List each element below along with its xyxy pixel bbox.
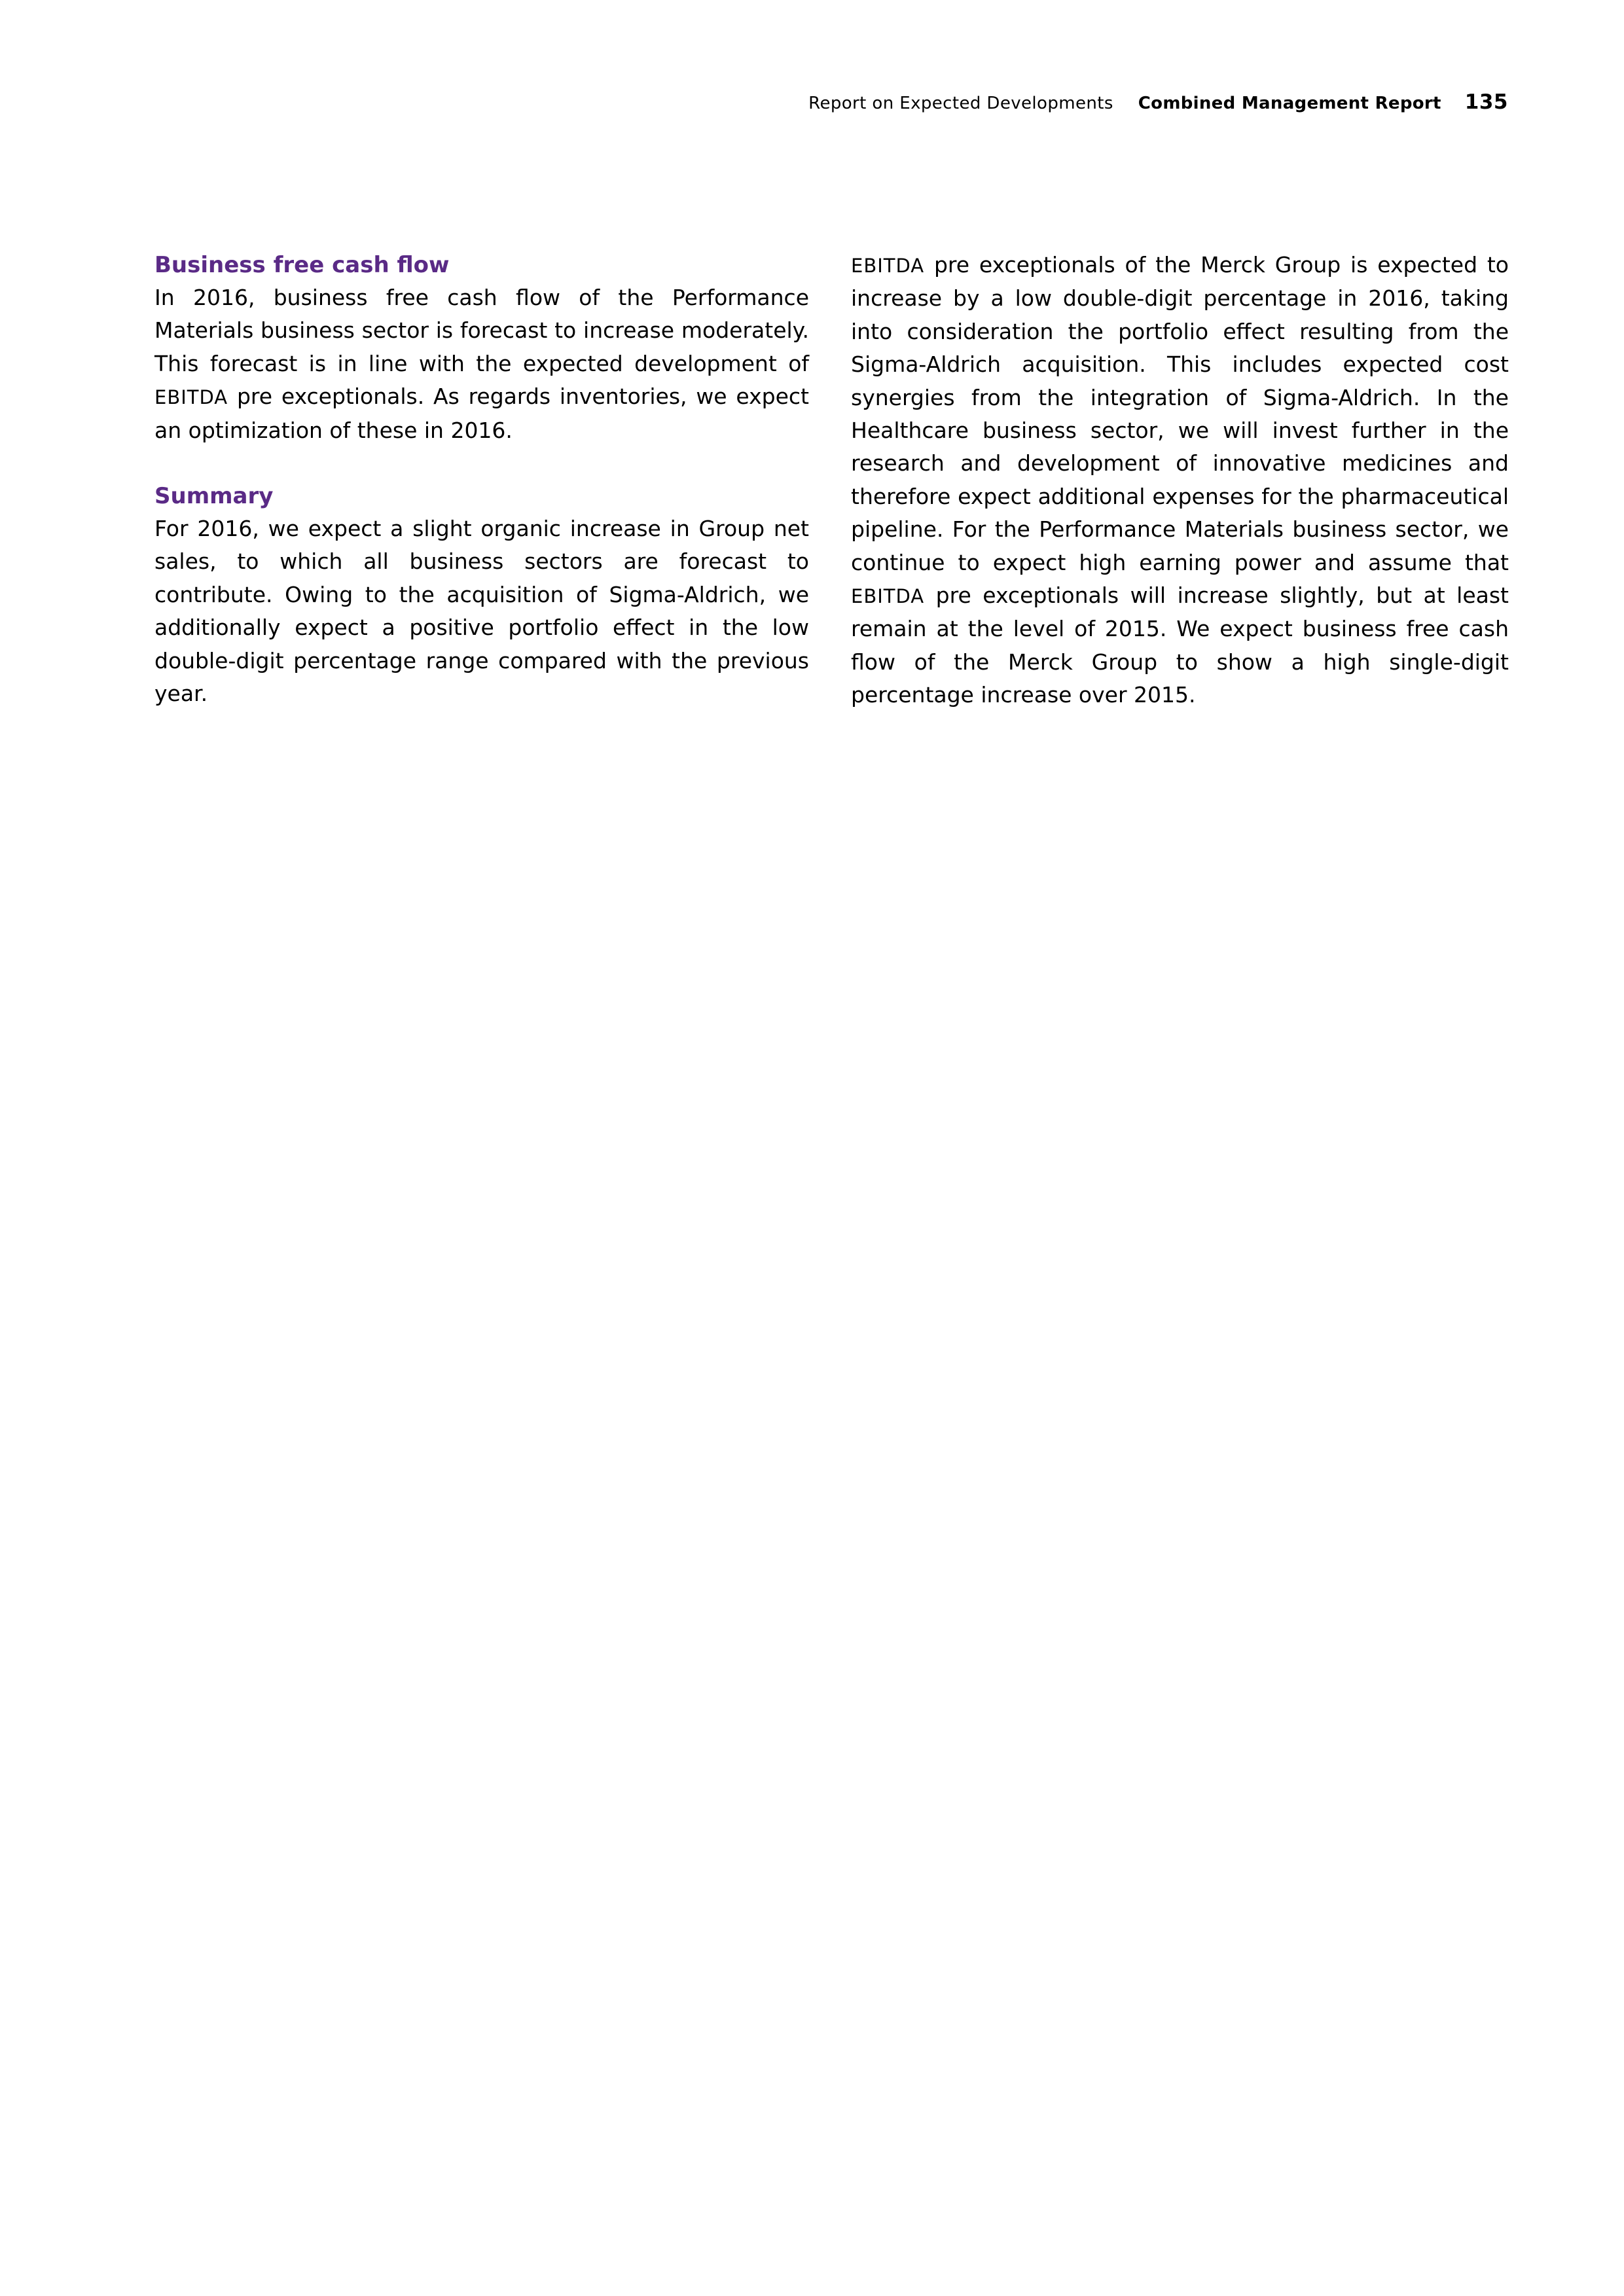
text-span: In 2016, business free cash flow of the Performance Materials business sector is forecast to increase moderately. This forecast is in line with the expected development of [154, 285, 809, 376]
header-section-title: Report on Expected Developments [808, 94, 1113, 113]
paragraph-business-free-cash-flow [154, 281, 809, 447]
paragraph-summary: For 2016, we expect a slight organic increase in Group net sales, to which all business sectors are forecast to contribute. Owing to the acquisition of Sigma-Aldrich, we additionally expect a positive portfolio effect in the low double-digit percentage range compared with the previous year. [154, 516, 809, 707]
heading-summary: Summary [154, 483, 274, 510]
abbr-ebitda: EBITDA [851, 585, 925, 608]
paragraph-gap [154, 447, 809, 480]
heading-business-free-cash-flow: Business free cash flow [154, 252, 450, 278]
abbr-ebitda: EBITDA [154, 386, 228, 409]
abbr-ebitda: EBITDA [851, 255, 925, 277]
text-span: pre exceptionals of the Merck Group is expected to increase by a low double-digit percentage in 2016, taking into consideration the portfolio effect resulting from the Sigma-Aldrich acquisition. This includes expected cost synergies from the integration of Sigma-Aldrich. In the Healthcare business sector, we will invest further in the research and development of innovative medicines and therefore expect additional expenses for the pharmaceutical pipeline. For the Performance Materials business sector, we continue to expect high earning power and assume that [851, 252, 1509, 575]
header-report-title: Combined Management Report [1138, 94, 1441, 113]
paragraph-ebitda-outlook [851, 249, 1509, 712]
running-header [808, 90, 1508, 120]
text-span: pre exceptionals. As regards inventories, we expect an optimization of these in 2016. [154, 384, 809, 443]
left-column [154, 249, 809, 710]
page-number: 135 [1464, 90, 1508, 114]
text-span: pre exceptionals will increase slightly, but at least remain at the level of 2015. We expect business free cash flow of the Merck Group to show a high single-digit percentage increase over 2015. [851, 583, 1509, 708]
right-column [851, 249, 1509, 712]
